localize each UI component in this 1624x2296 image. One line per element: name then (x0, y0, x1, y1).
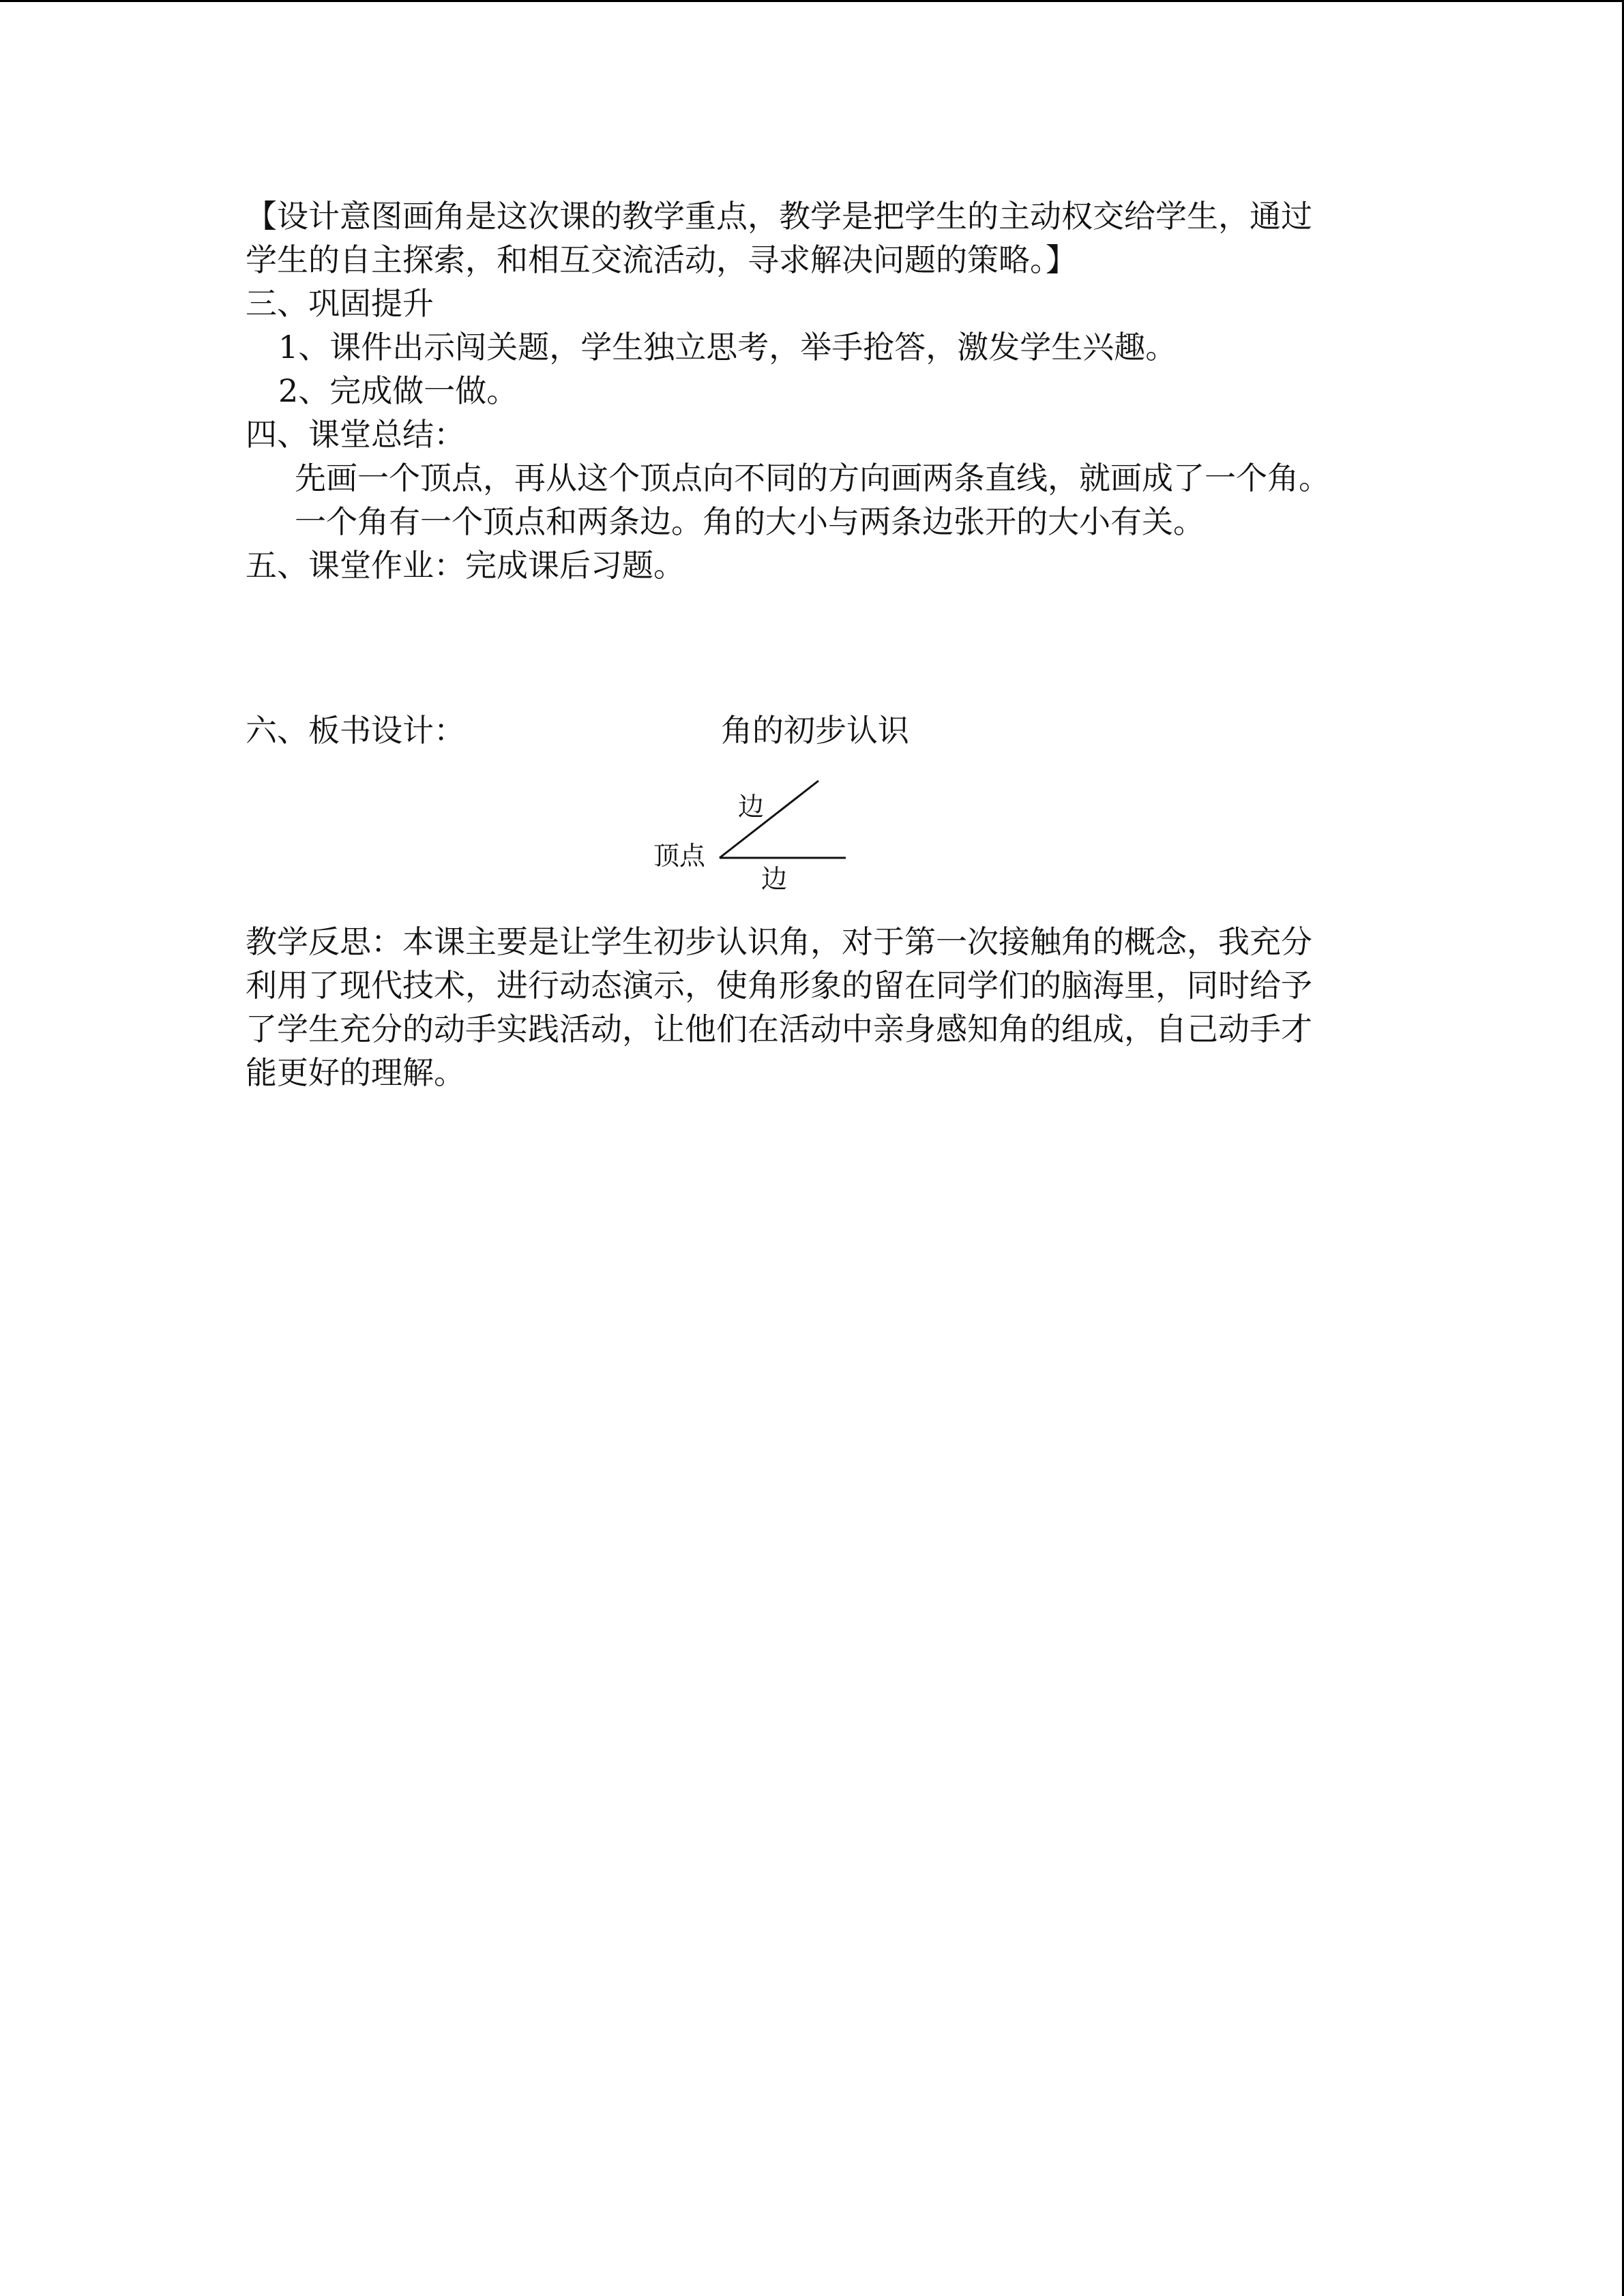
board-design-title: 角的初步认识 (721, 712, 909, 749)
summary-paragraph-2: 一个角有一个顶点和两条边。角的大小与两条边张开的大小有关。 (295, 503, 1205, 540)
angle-upper-side (720, 781, 818, 858)
section-3-item-1: 1、课件出示闯关题，学生独立思考，举手抢答，激发学生兴趣。 (278, 329, 1177, 366)
angle-diagram (716, 777, 853, 866)
upper-side-label: 边 (738, 792, 765, 822)
summary-paragraph-1: 先画一个顶点，再从这个顶点向不同的方向画两条直线，就画成了一个角。 (295, 460, 1330, 496)
reflection-line-3: 了学生充分的动手实践活动，让他们在活动中亲身感知角的组成，自己动手才 (246, 1011, 1312, 1047)
section-5-homework: 五、课堂作业：完成课后习题。 (246, 547, 685, 584)
section-6-heading: 六、板书设计： (246, 712, 465, 749)
reflection-line-4: 能更好的理解。 (246, 1054, 465, 1091)
reflection-line-1: 教学反思：本课主要是让学生初步认识角，对于第一次接触角的概念，我充分 (246, 923, 1312, 960)
reflection-line-2: 利用了现代技术，进行动态演示，使角形象的留在同学们的脑海里，同时给予 (246, 967, 1312, 1004)
section-3-heading: 三、巩固提升 (246, 285, 434, 322)
section-3-item-2: 2、完成做一做。 (278, 372, 518, 409)
section-4-heading: 四、课堂总结： (246, 416, 465, 453)
design-intent-line-1: 【设计意图画角是这次课的教学重点，教学是把学生的主动权交给学生，通过 (246, 198, 1312, 235)
page-top-border (0, 0, 1624, 2)
lower-side-label: 边 (761, 864, 788, 894)
design-intent-line-2: 学生的自主探索，和相互交流活动，寻求解决问题的策略。】 (246, 241, 1077, 278)
vertex-label: 顶点 (653, 841, 706, 871)
